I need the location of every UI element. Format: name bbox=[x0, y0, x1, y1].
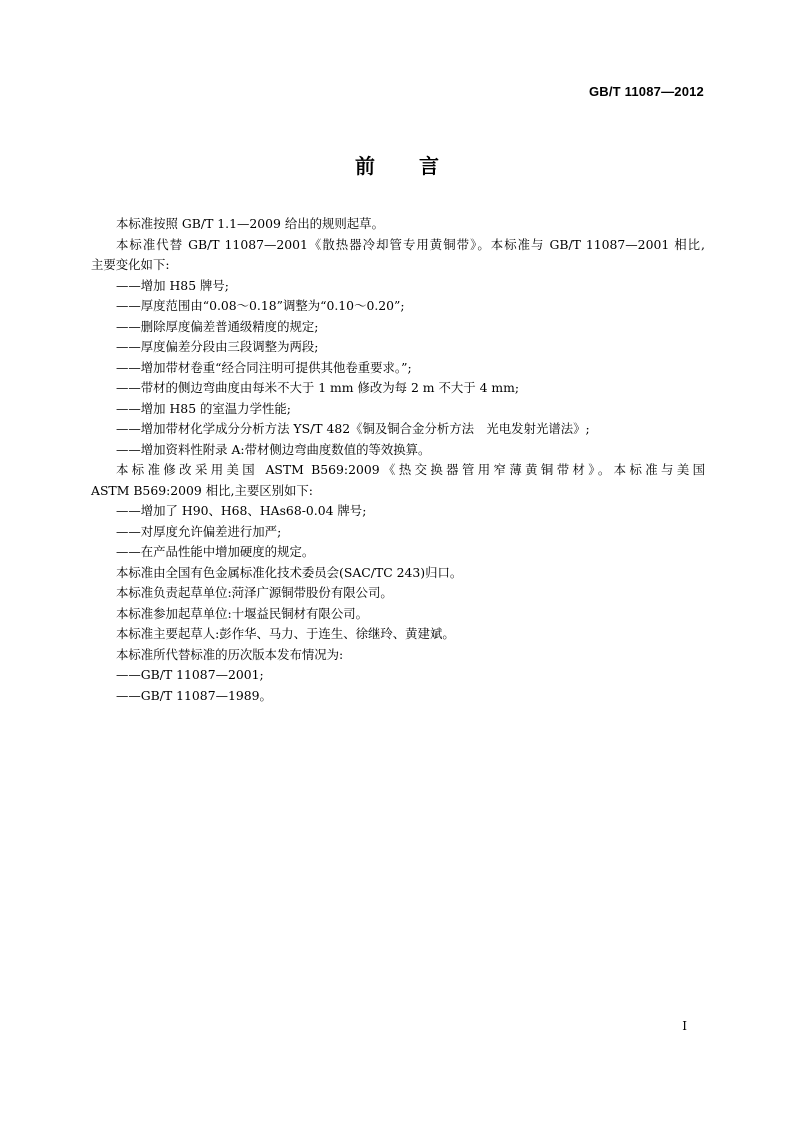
list-item: ——GB/T 11087—1989。 bbox=[116, 687, 272, 703]
paragraph: 本标准修改采用美国 ASTM B569:2009《热交换器管用窄薄黄铜带材》。本标准与美国 bbox=[116, 462, 705, 477]
paragraph: 本标准参加起草单位:十堰益民铜材有限公司。 bbox=[116, 605, 368, 621]
paragraph: 本标准代替 GB/T 11087—2001《散热器冷却管专用黄铜带》。本标准与 GB/T 11087—2001 相比, bbox=[116, 236, 705, 252]
list-item: ——增加带材化学成分分析方法 YS/T 482《铜及铜合金分析方法 光电发射光谱法》; bbox=[116, 421, 590, 436]
list-item: ——删除厚度偏差普通级精度的规定; bbox=[116, 318, 319, 334]
standard-code: GB/T 11087—2012 bbox=[588, 84, 704, 99]
list-item: ——增加 H85 的室温力学性能; bbox=[116, 400, 291, 416]
paragraph: 本标准主要起草人:彭作华、马力、于连生、徐继玲、黄建斌。 bbox=[116, 626, 455, 641]
paragraph: 本标准按照 GB/T 1.1—2009 给出的规则起草。 bbox=[116, 216, 384, 231]
paragraph: 本标准负责起草单位:菏泽广源铜带股份有限公司。 bbox=[116, 585, 393, 600]
paragraph: 本标准所代替标准的历次版本发布情况为: bbox=[116, 646, 344, 662]
list-item: ——在产品性能中增加硬度的规定。 bbox=[116, 544, 315, 559]
list-item: ——厚度范围由“0.08～0.18”调整为“0.10～0.20”; bbox=[116, 298, 405, 313]
list-item: ——增加 H85 牌号; bbox=[116, 277, 229, 293]
list-item: ——增加带材卷重“经合同注明可提供其他卷重要求。”; bbox=[116, 359, 412, 375]
page-number: I bbox=[682, 1019, 687, 1033]
list-item: ——带材的侧边弯曲度由每米不大于 1 mm 修改为每 2 m 不大于 4 mm; bbox=[116, 380, 520, 395]
paragraph: 本标准由全国有色金属标准化技术委员会(SAC/TC 243)归口。 bbox=[116, 564, 463, 580]
paragraph: 主要变化如下: bbox=[91, 257, 170, 272]
paragraph: ASTM B569:2009 相比,主要区别如下: bbox=[91, 482, 313, 498]
page-title: 前言 bbox=[355, 154, 483, 178]
list-item: ——增加资料性附录 A:带材侧边弯曲度数值的等效换算。 bbox=[116, 441, 431, 457]
list-item: ——对厚度允许偏差进行加严; bbox=[116, 523, 282, 539]
foreword-body bbox=[91, 214, 705, 706]
list-item: ——增加了 H90、H68、HAs68-0.04 牌号; bbox=[116, 503, 367, 518]
list-item: ——GB/T 11087—2001; bbox=[116, 667, 264, 682]
list-item: ——厚度偏差分段由三段调整为两段; bbox=[116, 339, 319, 354]
